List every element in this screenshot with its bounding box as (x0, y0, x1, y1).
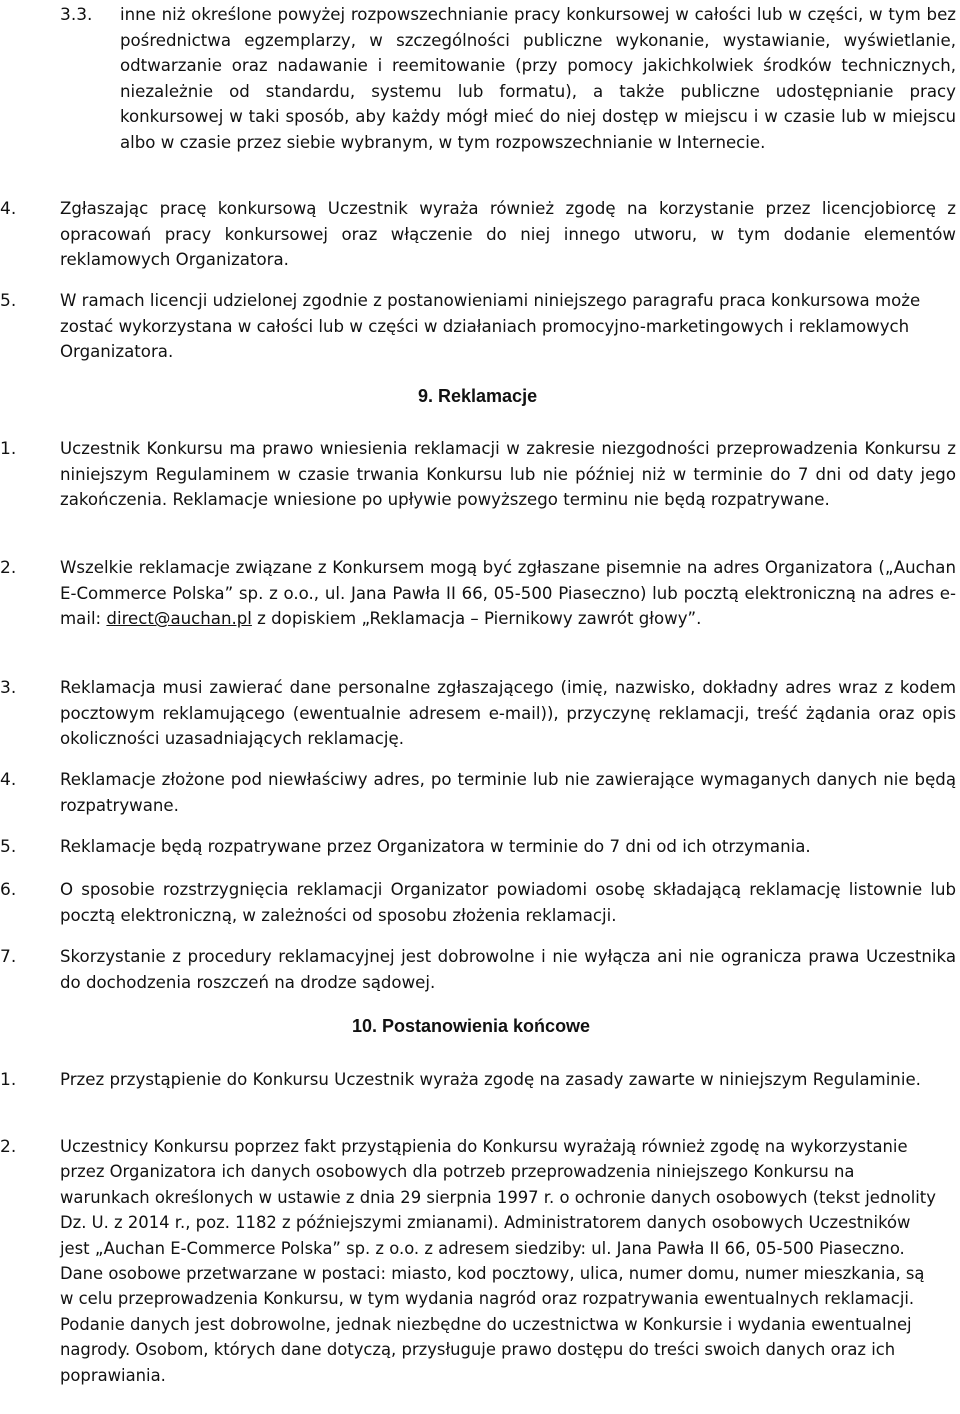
item-text: Reklamacje będą rozpatrywane przez Organizatora w terminie do 7 dni od ich otrzymania. (60, 837, 811, 856)
item-number: 5. (0, 837, 17, 857)
item-text: Skorzystanie z procedury reklamacyjnej jest dobrowolne i nie wyłącza ani nie ogranicza prawa Uczestnika do dochodzenia roszczeń na drodze sądowej. (60, 947, 956, 992)
item-text: Reklamacja musi zawierać dane personalne zgłaszającego (imię, nazwisko, dokładny adres wraz z kodem pocztowym reklamującego (ewentualnie adresem e-mail)), przyczynę reklamacji, treść żądania oraz opis okoliczności uzasadniających reklamację. (60, 678, 956, 749)
item-number: 1. (0, 1070, 17, 1090)
item-text: Przez przystąpienie do Konkursu Uczestnik wyraża zgodę na zasady zawarte w niniejszym Regulaminie. (60, 1070, 921, 1089)
item-text (60, 555, 956, 632)
reklamacje-item-4 (0, 767, 960, 818)
item-number: 7. (0, 947, 17, 967)
clause-number: 3.3. (60, 5, 93, 25)
section-heading-postanowienia-koncowe: 10. Postanowienia końcowe (352, 1016, 591, 1036)
reklamacje-item-7 (0, 944, 960, 995)
postanowienia-item-2 (0, 1134, 960, 1388)
item-text: Uczestnicy Konkursu poprzez fakt przystąpienia do Konkursu wyrażają również zgodę na wykorzystanie przez Organizatora ich danych osobowych dla potrzeb przeprowadzenia niniejszego Konkursu na warunkach określonych w ustawie z dnia 29 sierpnia 1997 r. o ochronie danych osobowych (tekst jednolity Dz. U. z 2014 r., poz. 1182 z późniejszymi zmianami). Administratorem danych osobowych Uczestników jest „Auchan E-Commerce Polska” sp. z o.o. z adresem siedziby: ul. Jana Pawła II 66, 05-500 Piaseczno. Dane osobowe przetwarzane w postaci: miasto, kod pocztowy, ulica, numer domu, numer mieszkania, są w celu przeprowadzenia Konkursu, w tym wydania nagród oraz rozpatrywania ewentualnych reklamacji. Podanie danych jest dobrowolne, jednak niezbędne do uczestnictwa w Konkursie i wydania ewentualnej nagrody. Osobom, których dane dotyczą, przysługuje prawo dostępu do treści swoich danych oraz ich poprawiania. (60, 1137, 936, 1385)
reklamacje-item-5 (0, 834, 960, 860)
item-text: O sposobie rozstrzygnięcia reklamacji Organizator powiadomi osobę składającą reklamację listownie lub pocztą elektroniczną, w zależności od sposobu złożenia reklamacji. (60, 880, 956, 925)
postanowienia-item-1 (0, 1067, 960, 1093)
reklamacje-item-3 (0, 675, 960, 752)
email-link[interactable]: direct@auchan.pl (106, 609, 252, 629)
item-number: 4. (0, 770, 17, 790)
clause-5 (0, 288, 960, 365)
clause-text: inne niż określone powyżej rozpowszechnianie pracy konkursowej w całości lub w części, w tym bez pośrednictwa egzemplarzy, w szczególności publiczne wykonanie, wystawianie, wyświetlanie, odtwarzanie oraz nadawanie i reemitowanie (przy pomocy jakichkolwiek środków technicznych, niezależnie od standardu, systemu lub formatu), a także publiczne udostępnianie pracy konkursowej w taki sposób, aby każdy mógł mieć do niej dostęp w miejscu i w czasie lub w miejscu albo w czasie przez siebie wybranym, w tym rozpowszechnianie w Internecie. (120, 5, 956, 152)
item-number: 2. (0, 558, 17, 578)
clause-number: 4. (0, 199, 17, 219)
clause-number: 5. (0, 291, 17, 311)
item-text: Reklamacje złożone pod niewłaściwy adres, po terminie lub nie zawierające wymaganych danych nie będą rozpatrywane. (60, 770, 956, 815)
item-number: 3. (0, 678, 17, 698)
clause-text: Zgłaszając pracę konkursową Uczestnik wyraża również zgodę na korzystanie przez licencjobiorcę z opracowań pracy konkursowej oraz włączenie do niej innego utworu, w tym dodanie elementów reklamowych Organizatora. (60, 199, 956, 270)
clause-text: W ramach licencji udzielonej zgodnie z postanowieniami niniejszego paragrafu praca konkursowa może zostać wykorzystana w całości lub w części w działaniach promocyjno-marketingowych i reklamowych Organizatora. (60, 291, 921, 362)
section-heading-reklamacje: 9. Reklamacje (418, 386, 538, 406)
item-number: 6. (0, 880, 17, 900)
clause-4 (0, 196, 960, 273)
reklamacje-item-1 (0, 436, 960, 513)
item-number: 1. (0, 439, 17, 459)
reklamacje-item-6 (0, 877, 960, 928)
clause-3-3 (0, 2, 960, 156)
reklamacje-item-2 (0, 555, 960, 632)
item-text-after: z dopiskiem „Reklamacja – Piernikowy zawrót głowy”. (251, 609, 702, 629)
item-number: 2. (0, 1137, 17, 1157)
item-text: Uczestnik Konkursu ma prawo wniesienia reklamacji w zakresie niezgodności przeprowadzenia Konkursu z niniejszym Regulaminem w czasie trwania Konkursu lub nie później niż w terminie do 7 dni od daty jego zakończenia. Reklamacje wniesione po upływie powyższego terminu nie będą rozpatrywane. (60, 439, 956, 510)
item-text-before: Wszelkie reklamacje związane z Konkursem mogą być zgłaszane pisemnie na adres Organizatora („Auchan E-Commerce Polska” sp. z o.o., ul. Jana Pawła II 66, 05-500 Piaseczno) lub pocztą elektroniczną na adres e-mail: (60, 558, 956, 629)
